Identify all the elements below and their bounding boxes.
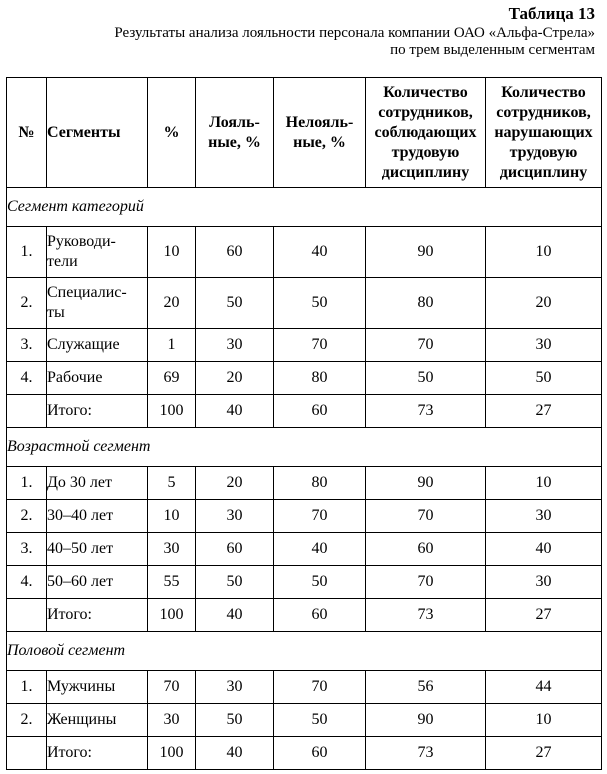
cell-num: 1. [7,671,47,704]
segment-line: Руководи- [47,233,116,250]
header-disloyal [274,78,366,188]
cell-percent: 30 [148,704,196,737]
table-row [7,467,602,500]
cell-loyal: 50 [196,566,274,599]
cell-num: 2. [7,500,47,533]
cell-disloyal: 60 [274,395,366,428]
cell-num [7,395,47,428]
header-line: Лояль- [209,113,260,131]
table-caption [0,25,595,59]
cell-violate: 40 [486,533,602,566]
header-num: № [7,78,47,188]
cell-percent: 20 [148,278,196,329]
header-loyal [196,78,274,188]
cell-violate: 30 [486,500,602,533]
header-line: сотрудников, [496,103,591,121]
cell-num: 4. [7,362,47,395]
cell-disloyal: 70 [274,329,366,362]
header-line: Количество [383,83,468,101]
cell-num: 4. [7,566,47,599]
cell-segment: Служащие [47,329,148,362]
cell-segment: 50–60 лет [47,566,148,599]
table-row [7,566,602,599]
cell-violate: 10 [486,227,602,278]
loyalty-table [6,77,602,770]
header-comply [366,78,486,188]
cell-loyal: 60 [196,533,274,566]
cell-segment: Итого: [47,599,148,632]
segment-line: ты [47,304,65,321]
section-row [7,632,602,671]
table-row [7,533,602,566]
cell-disloyal: 60 [274,737,366,770]
cell-percent: 100 [148,395,196,428]
header-line: дисциплину [499,163,588,181]
cell-comply: 56 [366,671,486,704]
segment-line: Специалис- [47,284,127,301]
header-line: трудовую [391,143,460,161]
header-line: трудовую [509,143,578,161]
cell-disloyal: 60 [274,599,366,632]
cell-num: 1. [7,467,47,500]
cell-comply: 90 [366,467,486,500]
cell-disloyal: 70 [274,671,366,704]
cell-percent: 70 [148,671,196,704]
cell-loyal: 30 [196,671,274,704]
cell-segment: Итого: [47,395,148,428]
cell-segment: Мужчины [47,671,148,704]
section-title: Сегмент категорий [7,188,602,227]
cell-disloyal: 80 [274,467,366,500]
cell-percent: 10 [148,227,196,278]
cell-percent: 5 [148,467,196,500]
section-title: Половой сегмент [7,632,602,671]
cell-num: 2. [7,704,47,737]
cell-loyal: 40 [196,599,274,632]
header-line: соблюдающих [374,123,477,141]
cell-num [7,599,47,632]
total-row [7,395,602,428]
cell-disloyal: 50 [274,566,366,599]
header-row [7,78,602,188]
cell-percent: 30 [148,533,196,566]
cell-violate: 27 [486,599,602,632]
cell-violate: 27 [486,737,602,770]
header-line: дисциплину [381,163,470,181]
table-row [7,278,602,329]
table-row [7,362,602,395]
header-violate [486,78,602,188]
cell-violate: 27 [486,395,602,428]
section-title: Возрастной сегмент [7,428,602,467]
cell-violate: 30 [486,566,602,599]
section-row [7,188,602,227]
cell-percent: 69 [148,362,196,395]
cell-segment: Рабочие [47,362,148,395]
cell-loyal: 30 [196,500,274,533]
cell-violate: 10 [486,467,602,500]
header-line: Количество [501,83,586,101]
header-line: Нелояль- [285,113,354,131]
cell-segment [47,278,148,329]
cell-segment: 40–50 лет [47,533,148,566]
cell-comply: 80 [366,278,486,329]
cell-violate: 50 [486,362,602,395]
cell-segment [47,227,148,278]
cell-comply: 70 [366,500,486,533]
cell-comply: 90 [366,704,486,737]
table-row [7,704,602,737]
cell-violate: 20 [486,278,602,329]
total-row [7,599,602,632]
cell-comply: 73 [366,395,486,428]
caption-line: Результаты анализа лояльности персонала компании ОАО «Альфа-Стрела» [114,25,595,41]
cell-comply: 73 [366,737,486,770]
cell-violate: 30 [486,329,602,362]
caption-line: по трем выделенным сегментам [390,42,595,58]
header-line: ные, % [293,133,346,151]
cell-num [7,737,47,770]
cell-percent: 1 [148,329,196,362]
cell-disloyal: 40 [274,227,366,278]
cell-loyal: 60 [196,227,274,278]
cell-percent: 55 [148,566,196,599]
table-number: Таблица 13 [508,4,595,23]
cell-num: 3. [7,533,47,566]
header-line: нарушающих [494,123,593,141]
header-line: сотрудников, [378,103,473,121]
header-segment: Сегменты [47,78,148,188]
cell-percent: 100 [148,737,196,770]
cell-loyal: 50 [196,278,274,329]
cell-loyal: 40 [196,395,274,428]
header-percent: % [148,78,196,188]
cell-segment: 30–40 лет [47,500,148,533]
section-row [7,428,602,467]
header-line: ные, % [208,133,261,151]
cell-violate: 44 [486,671,602,704]
cell-comply: 90 [366,227,486,278]
cell-disloyal: 80 [274,362,366,395]
cell-loyal: 50 [196,704,274,737]
cell-disloyal: 50 [274,704,366,737]
cell-comply: 70 [366,329,486,362]
cell-num: 1. [7,227,47,278]
segment-line: тели [47,253,78,270]
cell-percent: 100 [148,599,196,632]
cell-segment: До 30 лет [47,467,148,500]
cell-loyal: 20 [196,467,274,500]
cell-loyal: 30 [196,329,274,362]
cell-num: 2. [7,278,47,329]
cell-num: 3. [7,329,47,362]
cell-loyal: 40 [196,737,274,770]
cell-segment: Женщины [47,704,148,737]
cell-comply: 50 [366,362,486,395]
cell-disloyal: 70 [274,500,366,533]
table-row [7,329,602,362]
cell-percent: 10 [148,500,196,533]
table-row [7,500,602,533]
cell-comply: 70 [366,566,486,599]
cell-violate: 10 [486,704,602,737]
cell-disloyal: 50 [274,278,366,329]
table-row [7,671,602,704]
total-row [7,737,602,770]
table-row [7,227,602,278]
cell-comply: 73 [366,599,486,632]
cell-loyal: 20 [196,362,274,395]
cell-disloyal: 40 [274,533,366,566]
cell-comply: 60 [366,533,486,566]
cell-segment: Итого: [47,737,148,770]
